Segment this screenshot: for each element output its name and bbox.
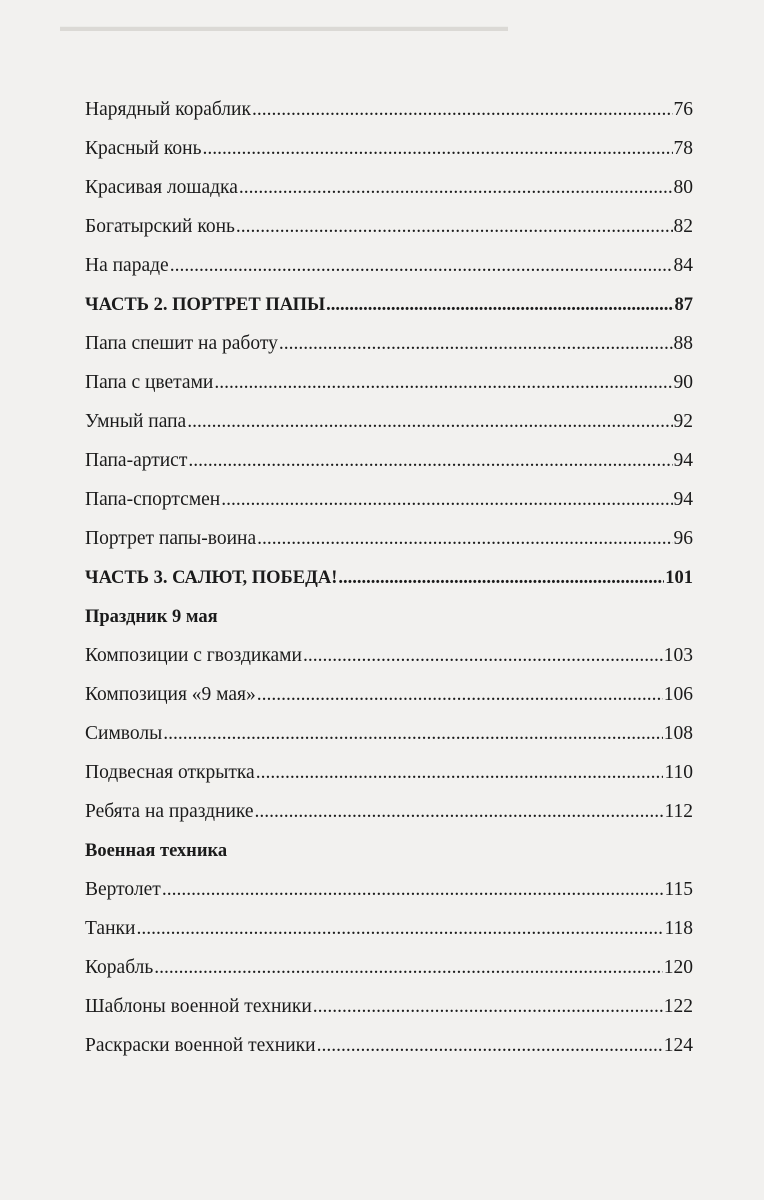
toc-entry-title: Раскраски военной техники bbox=[85, 1035, 316, 1056]
bleed-through-texture: ▬▬▬▬▬▬▬▬▬▬▬▬▬▬▬▬▬▬▬▬▬▬▬▬▬▬▬▬▬▬▬▬ bbox=[60, 20, 508, 35]
toc-entry-page: 76 bbox=[673, 99, 693, 120]
toc-entry[interactable] bbox=[85, 367, 693, 399]
toc-leader-dots bbox=[188, 445, 672, 477]
toc-entry-title: На параде bbox=[85, 255, 169, 276]
toc-entry-title: Танки bbox=[85, 918, 136, 939]
toc-entry[interactable] bbox=[85, 250, 693, 282]
toc-part-title: ЧАСТЬ 2. ПОРТРЕТ ПАПЫ bbox=[85, 295, 326, 315]
toc-entry-title: Портрет папы-воина bbox=[85, 528, 257, 549]
toc-entry[interactable] bbox=[85, 445, 693, 477]
toc-leader-dots bbox=[214, 367, 672, 399]
toc-leader-dots bbox=[338, 562, 664, 594]
toc-leader-dots bbox=[256, 757, 664, 789]
toc-entry-page: 122 bbox=[663, 996, 693, 1017]
toc-entry[interactable] bbox=[85, 796, 693, 828]
toc-leader-dots bbox=[317, 1030, 663, 1062]
toc-entry-page: 92 bbox=[673, 411, 693, 432]
toc-entry-page: 101 bbox=[665, 568, 693, 588]
toc-entry[interactable] bbox=[85, 211, 693, 243]
toc-entry[interactable] bbox=[85, 718, 693, 750]
toc-leader-dots bbox=[326, 289, 673, 321]
toc-entry-page: 87 bbox=[674, 295, 693, 315]
toc-leader-dots bbox=[257, 523, 672, 555]
toc-section-heading: Праздник 9 мая bbox=[85, 607, 218, 627]
toc-entry-title: Символы bbox=[85, 723, 163, 744]
toc-entry-page: 94 bbox=[673, 489, 693, 510]
toc-entry-title: Папа-артист bbox=[85, 450, 188, 471]
toc-entry-page: 120 bbox=[663, 957, 693, 978]
toc-entry[interactable] bbox=[85, 406, 693, 438]
toc-entry[interactable] bbox=[85, 679, 693, 711]
toc-entry[interactable] bbox=[85, 523, 693, 555]
toc-leader-dots bbox=[221, 484, 672, 516]
toc-entry-page: 80 bbox=[673, 177, 693, 198]
toc-leader-dots bbox=[255, 796, 664, 828]
toc-entry-title: Подвесная открытка bbox=[85, 762, 255, 783]
toc-entry[interactable] bbox=[85, 952, 693, 984]
toc-entry[interactable] bbox=[85, 328, 693, 360]
toc-leader-dots bbox=[163, 718, 663, 750]
toc-leader-dots bbox=[279, 328, 673, 360]
toc-leader-dots bbox=[303, 640, 663, 672]
toc-entry-page: 96 bbox=[673, 528, 693, 549]
toc-entry[interactable] bbox=[85, 484, 693, 516]
toc-entry-page: 110 bbox=[664, 762, 693, 783]
toc-entry-page: 124 bbox=[663, 1035, 693, 1056]
toc-entry-page: 82 bbox=[673, 216, 693, 237]
toc-entry[interactable] bbox=[85, 757, 693, 789]
toc-part-entry[interactable] bbox=[85, 289, 693, 321]
toc-leader-dots bbox=[313, 991, 663, 1023]
toc-entry-page: 106 bbox=[663, 684, 693, 705]
toc-leader-dots bbox=[136, 913, 663, 945]
toc-leader-dots bbox=[187, 406, 672, 438]
toc-leader-dots bbox=[162, 874, 664, 906]
toc-section-heading: Военная техника bbox=[85, 841, 228, 861]
toc-entry-title: Красный конь bbox=[85, 138, 202, 159]
toc-entry-title: Папа-спортсмен bbox=[85, 489, 221, 510]
toc-entry-page: 78 bbox=[673, 138, 693, 159]
toc-entry-page: 84 bbox=[673, 255, 693, 276]
toc-part-title: ЧАСТЬ 3. САЛЮТ, ПОБЕДА! bbox=[85, 568, 338, 588]
toc-part-entry[interactable] bbox=[85, 562, 693, 594]
toc-entry[interactable] bbox=[85, 172, 693, 204]
toc-leader-dots bbox=[252, 94, 673, 126]
toc-entry-title: Шаблоны военной техники bbox=[85, 996, 312, 1017]
toc-entry-page: 90 bbox=[673, 372, 693, 393]
toc-entry-page: 108 bbox=[663, 723, 693, 744]
toc-entry-title: Корабль bbox=[85, 957, 154, 978]
toc-entry-page: 118 bbox=[664, 918, 693, 939]
toc-entry[interactable] bbox=[85, 640, 693, 672]
toc-entry[interactable] bbox=[85, 94, 693, 126]
toc-entry-title: Композиции с гвоздиками bbox=[85, 645, 302, 666]
toc-leader-dots bbox=[202, 133, 672, 165]
toc-entry[interactable] bbox=[85, 1030, 693, 1062]
toc-entry-page: 115 bbox=[664, 879, 693, 900]
toc-entry-title: Красивая лошадка bbox=[85, 177, 238, 198]
toc-leader-dots bbox=[154, 952, 663, 984]
toc-entry[interactable] bbox=[85, 133, 693, 165]
toc-entry-title: Нарядный кораблик bbox=[85, 99, 251, 120]
toc-leader-dots bbox=[257, 679, 663, 711]
toc-entry-title: Богатырский конь bbox=[85, 216, 235, 237]
toc-entry[interactable] bbox=[85, 913, 693, 945]
toc-leader-dots bbox=[236, 211, 673, 243]
toc-entry-title: Ребята на празднике bbox=[85, 801, 254, 822]
toc-entry-page: 94 bbox=[673, 450, 693, 471]
toc-entry-title: Умный папа bbox=[85, 411, 187, 432]
toc-entry-page: 103 bbox=[663, 645, 693, 666]
toc-entry[interactable] bbox=[85, 991, 693, 1023]
toc-entry-page: 88 bbox=[673, 333, 693, 354]
toc-entry-title: Папа с цветами bbox=[85, 372, 214, 393]
toc-entry[interactable] bbox=[85, 874, 693, 906]
toc-entry-page: 112 bbox=[664, 801, 693, 822]
toc-entry-title: Папа спешит на работу bbox=[85, 333, 278, 354]
toc-entry-title: Композиция «9 мая» bbox=[85, 684, 256, 705]
toc-leader-dots bbox=[239, 172, 673, 204]
toc-entry-title: Вертолет bbox=[85, 879, 161, 900]
toc-leader-dots bbox=[170, 250, 673, 282]
